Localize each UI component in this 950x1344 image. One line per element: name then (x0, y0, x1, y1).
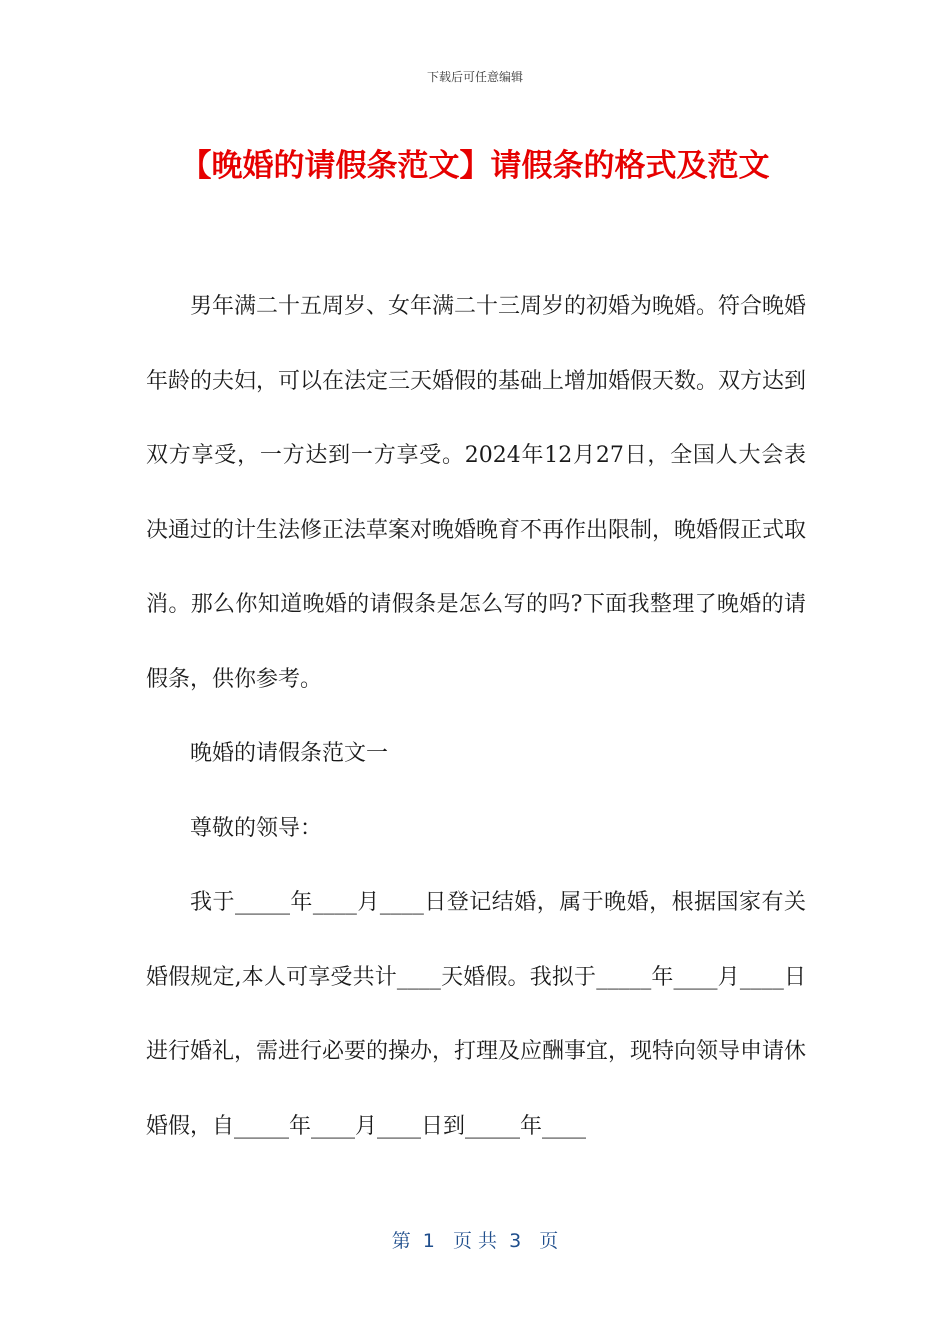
page-title: 【晚婚的请假条范文】请假条的格式及范文 (180, 148, 770, 184)
page-number-footer: 第 1 页 共 3 页 (391, 1230, 559, 1252)
header-note: 下载后可任意编辑 (426, 70, 523, 84)
salutation: 尊敬的领导： (190, 815, 323, 841)
letter-paragraph: 我于_____年____月____日登记结婚，属于晚婚，根据国家有关婚假规定,本人可享受共计____天婚假。我拟于_____年____月____日进行婚礼，需进行必要的操办，打理及应酬事宜，现特向领导申请休婚假，自_____年____月____日到_____年____ (146, 890, 807, 1139)
section-heading: 晚婚的请假条范文一 (190, 741, 389, 766)
document-body (146, 270, 806, 1164)
intro-paragraph: 男年满二十五周岁、女年满二十三周岁的初婚为晚婚。符合晚婚年龄的夫妇，可以在法定三天婚假的基础上增加婚假天数。双方达到双方享受，一方达到一方享受。2024年12月27日，全国人大会表决通过的计生法修正法草案对晚婚晚育不再作出限制，晚婚假正式取消。那么你知道晚婚的请假条是怎么写的吗?下面我整理了晚婚的请假条，供你参考。 (146, 294, 807, 692)
